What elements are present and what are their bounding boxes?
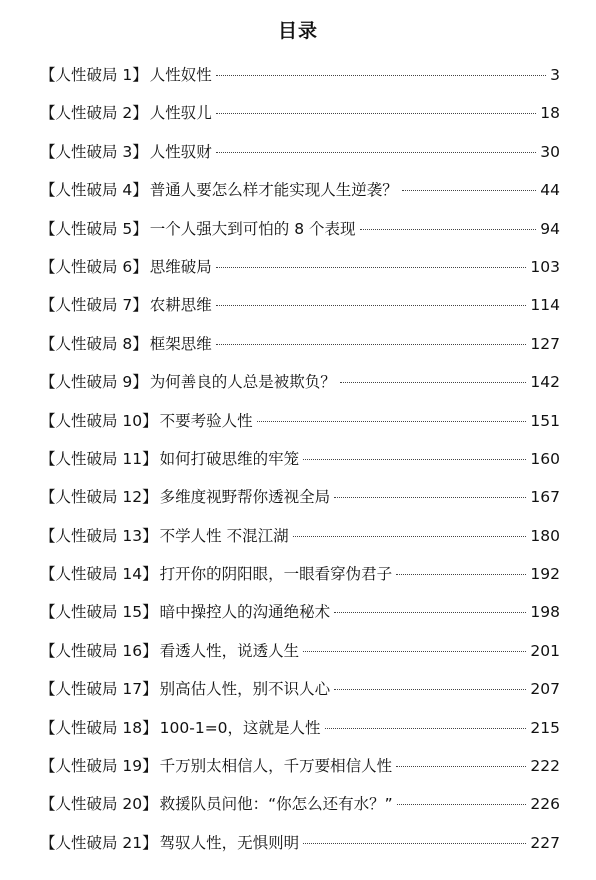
toc-page-number: 103: [530, 257, 560, 276]
toc-page-number: 201: [530, 641, 560, 660]
toc-entry[interactable]: [40, 478, 560, 516]
toc-entry[interactable]: [40, 363, 560, 401]
toc-entry-title: 人性奴性: [149, 66, 212, 84]
toc-entry-title: 人性驭财: [149, 142, 212, 161]
dot-leader: [216, 75, 546, 76]
dot-leader: [216, 344, 527, 345]
toc-page-number: 226: [530, 795, 560, 814]
toc-page-number: 127: [530, 334, 560, 353]
toc-page-number: 142: [530, 373, 560, 392]
toc-page-number: 160: [530, 449, 560, 468]
dot-leader: [303, 843, 526, 844]
toc-entry-title: 打开你的阴阳眼，一眼看穿伪君子: [159, 565, 393, 584]
table-of-contents: [40, 56, 560, 862]
toc-entry[interactable]: [40, 286, 560, 324]
toc-chapter-label: 【人性破局 6】: [40, 257, 148, 276]
toc-entry[interactable]: [40, 402, 560, 440]
toc-entry-title: 不要考验人性: [159, 411, 253, 430]
toc-chapter-label: 【人性破局 20】: [40, 795, 158, 814]
dot-leader: [360, 229, 537, 230]
dot-leader: [325, 728, 527, 729]
toc-page-number: 222: [530, 757, 560, 776]
toc-entry[interactable]: [40, 785, 560, 823]
dot-leader: [216, 267, 527, 268]
toc-page-number: 18: [540, 104, 560, 123]
toc-entry-title: 千万别太相信人，千万要相信人性: [159, 757, 393, 776]
toc-entry-title: 暗中操控人的沟通绝秘术: [159, 603, 331, 622]
toc-chapter-label: 【人性破局 12】: [40, 488, 158, 507]
toc-entry[interactable]: [40, 171, 560, 209]
dot-leader: [340, 382, 527, 383]
toc-entry-title: 普通人要怎么样才能实现人生逆袭？: [149, 181, 398, 200]
toc-entry[interactable]: [40, 709, 560, 747]
toc-page-number: 3: [550, 66, 560, 84]
dot-leader: [397, 804, 527, 805]
toc-entry-title: 驾驭人性，无惧则明: [159, 833, 300, 852]
dot-leader: [334, 497, 526, 498]
toc-entry[interactable]: [40, 593, 560, 631]
toc-page-number: 227: [530, 833, 560, 852]
toc-entry-title: 多维度视野帮你透视全局: [159, 488, 331, 507]
toc-page-number: 44: [540, 181, 560, 200]
dot-leader: [396, 766, 526, 767]
dot-leader: [303, 651, 526, 652]
toc-entry[interactable]: [40, 325, 560, 363]
toc-chapter-label: 【人性破局 10】: [40, 411, 158, 430]
toc-page-number: 180: [530, 526, 560, 545]
dot-leader: [334, 612, 526, 613]
toc-page-number: 198: [530, 603, 560, 622]
dot-leader: [396, 574, 526, 575]
toc-page-number: 207: [530, 680, 560, 699]
toc-entry[interactable]: [40, 248, 560, 286]
toc-page-number: 151: [530, 411, 560, 430]
toc-entry[interactable]: [40, 824, 560, 862]
toc-chapter-label: 【人性破局 21】: [40, 833, 158, 852]
toc-page-number: 167: [530, 488, 560, 507]
toc-chapter-label: 【人性破局 3】: [40, 142, 148, 161]
toc-entry-title: 为何善良的人总是被欺负？: [149, 373, 336, 392]
toc-entry-title: 思维破局: [149, 257, 212, 276]
toc-entry[interactable]: [40, 670, 560, 708]
toc-chapter-label: 【人性破局 7】: [40, 296, 148, 315]
dot-leader: [216, 152, 536, 153]
dot-leader: [293, 536, 527, 537]
dot-leader: [257, 421, 527, 422]
toc-entry-title: 人性驭儿: [149, 104, 212, 123]
dot-leader: [402, 190, 536, 191]
toc-entry[interactable]: [40, 210, 560, 248]
toc-chapter-label: 【人性破局 16】: [40, 641, 158, 660]
dot-leader: [216, 113, 536, 114]
dot-leader: [334, 689, 526, 690]
toc-entry[interactable]: [40, 133, 560, 171]
toc-entry-title: 100-1=0，这就是人性: [159, 718, 321, 737]
toc-page-number: 94: [540, 219, 560, 238]
toc-entry-title: 别高估人性，别不识人心: [159, 680, 331, 699]
toc-entry-title: 框架思维: [149, 334, 212, 353]
toc-chapter-label: 【人性破局 14】: [40, 565, 158, 584]
toc-entry[interactable]: [40, 555, 560, 593]
toc-entry-title: 救援队员问他：“你怎么还有水？”: [159, 795, 393, 814]
toc-chapter-label: 【人性破局 15】: [40, 603, 158, 622]
toc-chapter-label: 【人性破局 17】: [40, 680, 158, 699]
toc-entry-title: 看透人性，说透人生: [159, 641, 300, 660]
toc-entry[interactable]: [40, 94, 560, 132]
toc-chapter-label: 【人性破局 19】: [40, 757, 158, 776]
toc-chapter-label: 【人性破局 4】: [40, 181, 148, 200]
toc-chapter-label: 【人性破局 13】: [40, 526, 158, 545]
toc-chapter-label: 【人性破局 11】: [40, 449, 158, 468]
toc-chapter-label: 【人性破局 2】: [40, 104, 148, 123]
toc-entry-title: 如何打破思维的牢笼: [159, 449, 300, 468]
page-title: 目录: [277, 20, 318, 42]
toc-page-number: 192: [530, 565, 560, 584]
toc-entry[interactable]: [40, 517, 560, 555]
toc-chapter-label: 【人性破局 5】: [40, 219, 148, 238]
toc-page-number: 215: [530, 718, 560, 737]
toc-entry[interactable]: [40, 632, 560, 670]
toc-entry[interactable]: [40, 56, 560, 94]
toc-page-number: 30: [540, 142, 560, 161]
toc-chapter-label: 【人性破局 18】: [40, 718, 158, 737]
toc-entry-title: 不学人性 不混江湖: [159, 526, 289, 545]
toc-chapter-label: 【人性破局 8】: [40, 334, 148, 353]
dot-leader: [216, 305, 527, 306]
toc-page-number: 114: [530, 296, 560, 315]
toc-chapter-label: 【人性破局 1】: [40, 66, 148, 84]
toc-entry[interactable]: [40, 440, 560, 478]
toc-entry[interactable]: [40, 747, 560, 785]
toc-chapter-label: 【人性破局 9】: [40, 373, 148, 392]
dot-leader: [303, 459, 526, 460]
toc-entry-title: 一个人强大到可怕的 8 个表现: [149, 219, 356, 238]
toc-entry-title: 农耕思维: [149, 296, 212, 315]
